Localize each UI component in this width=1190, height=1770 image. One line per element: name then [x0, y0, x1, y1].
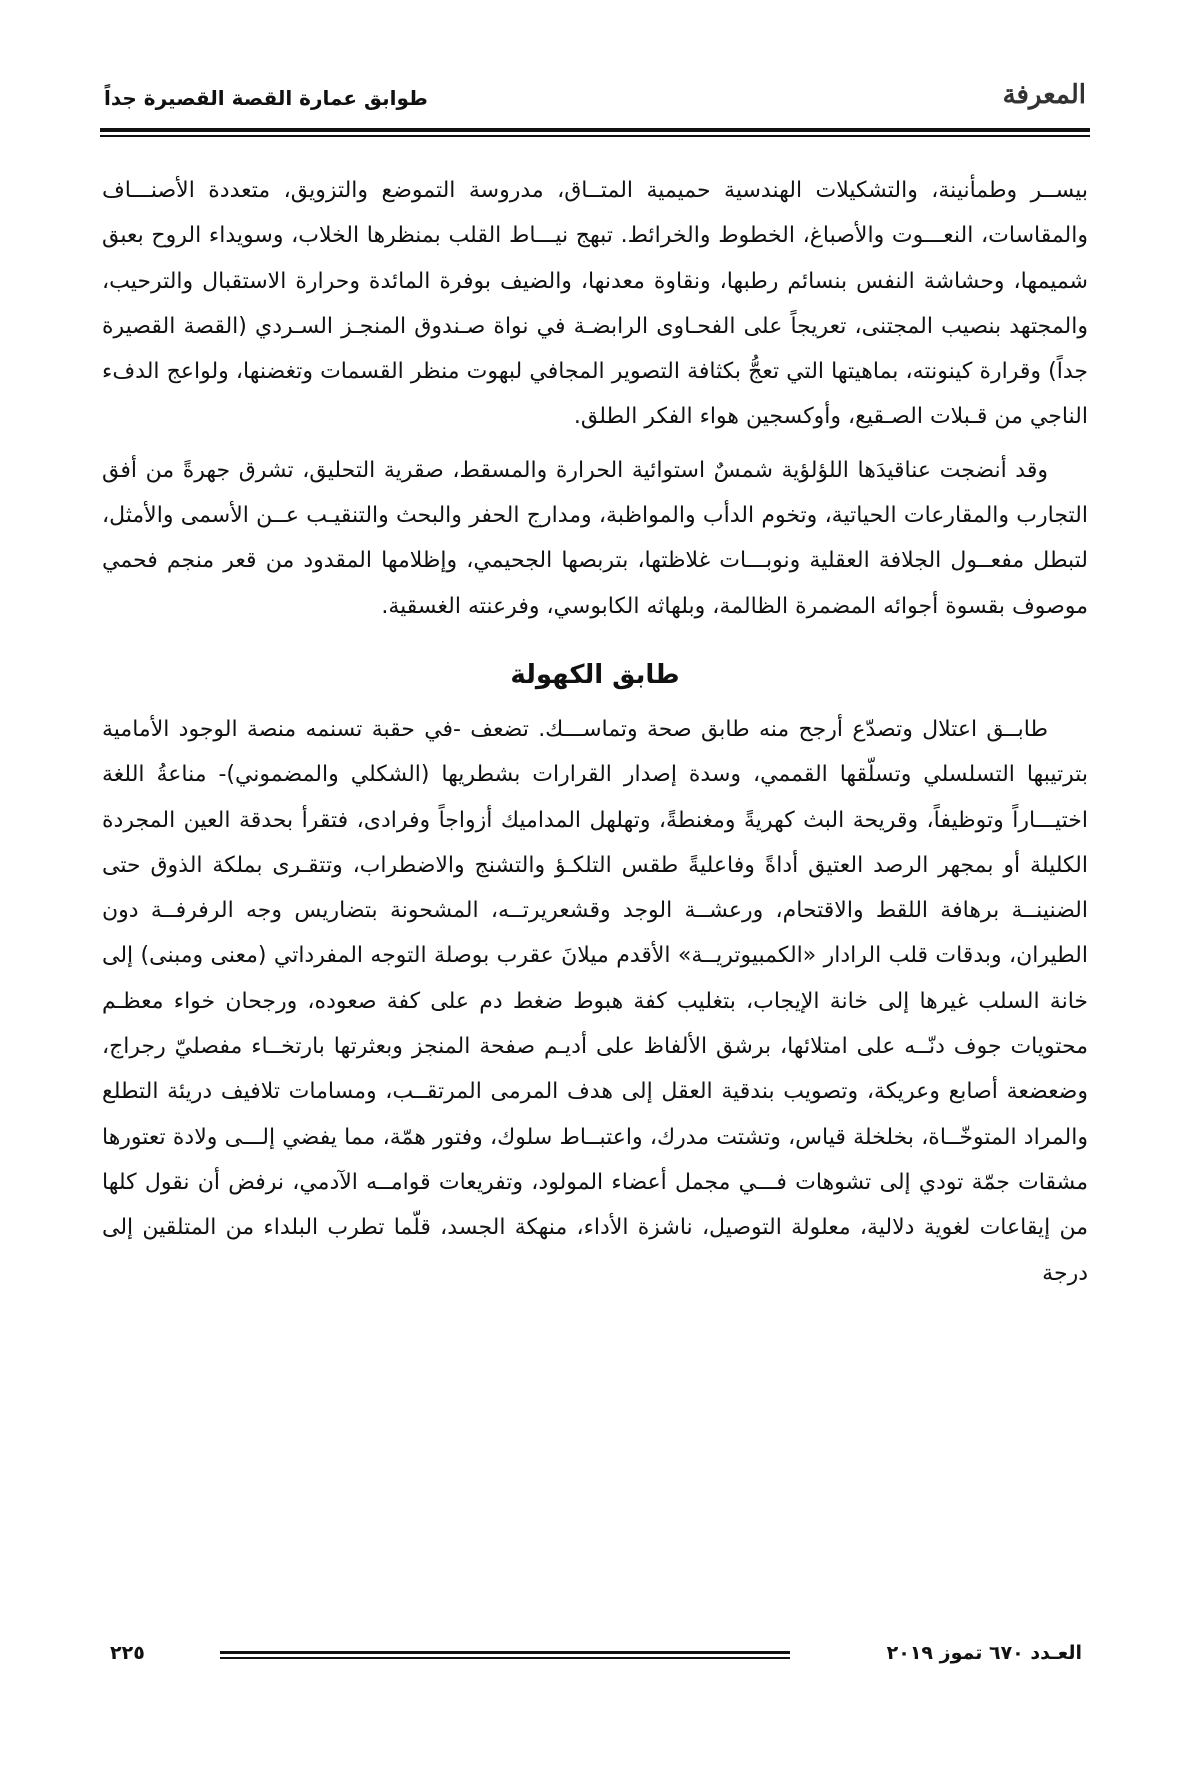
- paragraph-3: طابــق اعتلال وتصدّع أرجح منه طابق صحة وتماســـك. تضعف -في حقبة تسنمه منصة الوجود الأمامية بترتيبها التسلسلي وتسلّقها القممي، وسدة إصدار القرارات بشطريها (الشكلي والمضموني)- مناعةُ اللغة اختيـــاراً وتوظيفاً، وقريحة البث كهريةً ومغنطةً، وتهلهل المداميك أزواجاً وفرادى، فتقرأ بحدقة العين المجردة الكليلة أو بمجهر الرصد العتيق أداةً وفاعليةً طقس التلكـؤ والتشنج والاضطراب، وتتقـرى بملكة الذوق حتى الضنينــة برهافة اللقط والاقتحام، ورعشــة الوجد وقشعريرتــه، المشحونة بتضاريس وجه الرفرفــة دون الطيران، وبدقات قلب الرادار «الكمبيوتريــة» الأقدم ميلانَ عقرب بوصلة التوجه المفرداتي (معنى ومبنى) إلى خانة السلب غيرها إلى خانة الإيجاب، بتغليب كفة هبوط ضغط دم على كفة صعوده، ورجحان خواء معظـم محتويات جوف دنّــه على امتلائها، برشق الألفاظ على أديـم صفحة المنجز وبعثرتها بارتخــاء مفصليّ رجراج، وضعضعة أصابع وعريكة، وتصويب بندقية العقل إلى هدف المرمى المرتقــب، ومسامات تلافيف دريئة التطلع والمراد المتوخّــاة، بخلخلة قياس، وتشتت مدرك، واعتبــاط سلوك، وفتور همّة، مما يفضي إلـــى ولادة تعتورها مشقات جمّة تودي إلى تشوهات فـــي مجمل أعضاء المولود، وتفريعات قوامــه الآدمي، نرفض أن نقول كلها من إيقاعات لغوية دلالية، معلولة التوصيل، ناشزة الأداء، منهكة الجسد، قلّما تطرب البلداء من المتلقين إلى درجة: [102, 716, 1088, 1286]
- paragraph-2: وقد أنضجت عناقيدَها اللؤلؤية شمسٌ استوائية الحرارة والمسقط، صقرية التحليق، تشرق جهرةً من أفق التجارب والمقارعات الحياتية، وتخوم الدأب والمواظبة، ومدارج الحفر والبحث والتنقيـب عــن الأسمى والأمثل، لتبطل مفعــول الجلافة العقلية ونوبـــات غلاظتها، بتربصها الجحيمي، وإظلامها المقدود من قعر منجم فحمي موصوف بقسوة أجوائه المضمرة الظالمة، وبلهاثه الكابوسي، وفرعنته الغسقية.: [102, 457, 1088, 619]
- page-number: ٢٢٥: [110, 1642, 145, 1664]
- footer-rule-thick: [220, 1651, 790, 1654]
- article-body: [102, 168, 1088, 1304]
- page-footer: [100, 1642, 1090, 1672]
- issue-info: العـدد ٦٧٠ تموز ٢٠١٩: [886, 1642, 1082, 1664]
- header-rule-thick: [100, 128, 1090, 132]
- running-title: طوابق عمارة القصة القصيرة جداً: [104, 86, 428, 110]
- magazine-logo: المعرفة: [1002, 80, 1086, 110]
- section-title: طابق الكهولة: [510, 659, 680, 690]
- page-header: [94, 72, 1096, 112]
- header-rule-thin: [100, 135, 1090, 137]
- footer-rule-thin: [220, 1657, 790, 1659]
- paragraph-1: بيســر وطمأنينة، والتشكيلات الهندسية حميمية المتــاق، مدروسة التموضع والتزويق، متعددة الأصنـــاف والمقاسات، النعـــوت والأصباغ، الخطوط والخرائط. تبهج نيـــاط القلب بمنظرها الخلاب، وسويداء الروح بعبق شميمها، وحشاشة النفس بنسائم رطبها، ونقاوة معدنها، والضيف بوفرة المائدة وحرارة الاستقبال والترحيب، والمجتهد بنصيب المجتنى، تعريجاً على الفحـاوى الرابضـة في نواة صـندوق المنجـز السـردي (القصة القصيرة جداً) وقرارة كينونته، بماهيتها التي تعجُّ بكثافة التصوير المجافي لبهوت منظر القسمات وتغضنها، ولواعج الدفء الناجي من قـبلات الصـقيع، وأوكسجين هواء الفكر الطلق.: [102, 178, 1088, 430]
